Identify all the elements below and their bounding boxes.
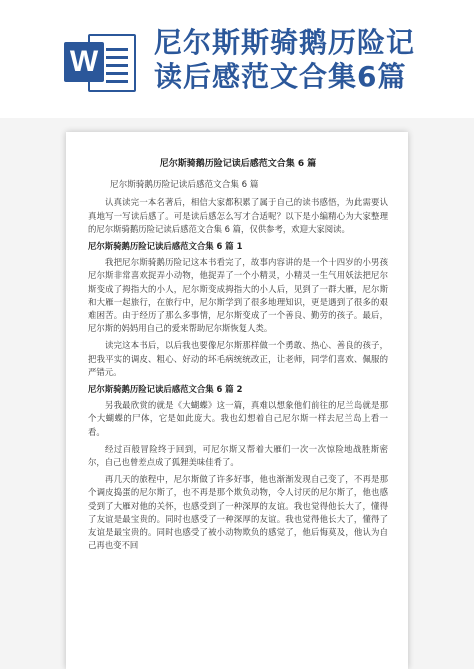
- document-page: [66, 132, 408, 669]
- banner-title-line-2: 读后感范文合集6篇: [154, 60, 407, 93]
- word-badge: W: [64, 42, 104, 82]
- paragraph-5: 再几天的旅程中，尼尔斯做了许多好事，他也渐渐发现自己变了，不再是那个调皮捣蛋的尼尔斯了，也不再是那个欺负动物，令人讨厌的尼尔斯了，他也感受到了大雁对他的关怀，也感受到了一种深厚的友谊。我也觉得他长大了，懂得了友谊是最宝贵的。同时也感受了一种深厚的友谊。我也觉得他长大了，懂得了友谊是最宝贵的。同时也感受了被小动物欺负的感觉了，他后悔莫及，他认为自己再也变不回: [88, 474, 388, 551]
- document-content: [88, 158, 388, 556]
- paragraph-1: 我把尼尔斯骑鹅历险记这本书看完了，故事内容讲的是一个十四岁的小男孩尼尔斯非常喜欢捉弄小动物，他捉弄了一个小精灵，小精灵一生气用妖法把尼尔斯变成了拇指大的小人，尼尔斯变成拇指大的小人后，见到了一群大雁，尼尔斯和大雁一起旅行，在旅行中，尼尔斯学到了很多地理知识，更是遇到了很多的艰难困苦。由于经历了那么多事情，尼尔斯变成了一个善良、勤劳的孩子。最后，尼尔斯的妈妈用自己的爱来帮助尼尔斯恢复人类。: [88, 257, 388, 334]
- intro-paragraph: 认真读完一本名著后，相信大家都积累了属于自己的读书感悟，为此需要认真地写一写读后感了。可是读后感怎么写才合适呢？以下是小编精心为大家整理的尼尔斯骑鹅历险记读后感范文合集 6 篇，仅供参考，欢迎大家阅读。: [88, 197, 388, 234]
- paragraph-4: 经过百般冒险终于回到，可尼尔斯又帮着大雁们一次一次惊险地战胜斯密尔，自己也曾差点成了狐狸美味佳肴了。: [88, 443, 388, 468]
- banner: [0, 0, 474, 118]
- word-document-icon: [64, 30, 140, 96]
- banner-title-line-1: 尼尔斯斯骑鹅历险记: [154, 26, 416, 59]
- section-heading-2: 尼尔斯骑鹅历险记读后感范文合集 6 篇 2: [88, 384, 243, 395]
- section-heading-1: 尼尔斯骑鹅历险记读后感范文合集 6 篇 1: [88, 241, 243, 252]
- paragraph-2: 读完这本书后，以后我也要像尼尔斯那样做一个勇敢、热心、善良的孩子，把我平实的调皮、粗心、好动的坏毛病统统改正，让老师，同学们喜欢、佩服的严错元。: [88, 340, 388, 377]
- document-title: 尼尔斯骑鹅历险记读后感范文合集 6 篇: [159, 159, 317, 169]
- paragraph-3: 另我最欣赏的就是《大蝴蝶》这一篇，真难以想象他们前往的尼兰岛就是那个大蝴蝶的尸体，它是如此庞大。我也幻想着自己尼尔斯一样去尼兰岛上看一看。: [88, 400, 388, 437]
- banner-title: [154, 26, 464, 94]
- document-subtitle: 尼尔斯骑鹅历险记读后感范文合集 6 篇: [110, 180, 259, 191]
